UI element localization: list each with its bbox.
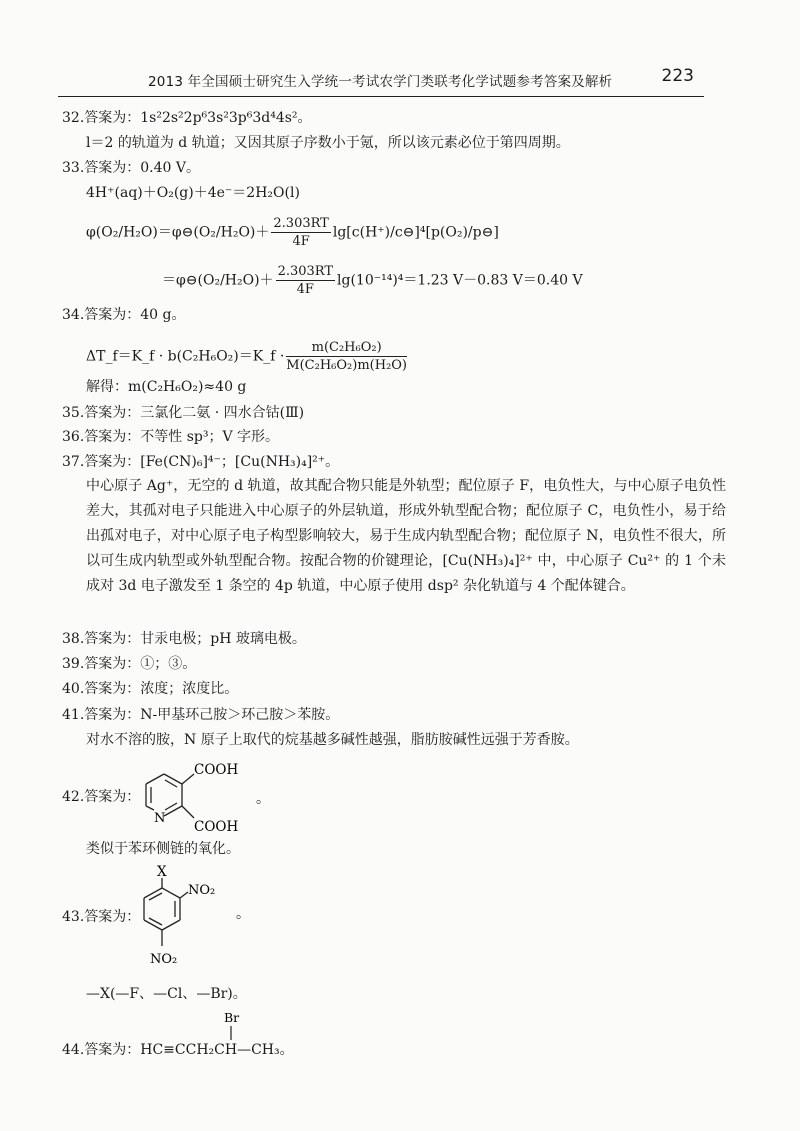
answer-34 <box>62 306 186 324</box>
bromine-label: Br <box>224 1010 240 1025</box>
answer-text: N-甲基环己胺＞环己胺＞苯胺。 <box>140 707 340 723</box>
solve-34: 解得：m(C₂H₆O₂)≈40 g <box>86 379 247 395</box>
answer-text: 不等性 sp³；V 字形。 <box>140 429 280 445</box>
fraction-denominator: 4F <box>292 234 310 249</box>
eq-right: lg(10⁻¹⁴)⁴＝1.23 V－0.83 V＝0.40 V <box>337 272 583 289</box>
answer-prefix: 答案为： <box>84 110 141 126</box>
answer-prefix: 答案为： <box>84 631 141 647</box>
answer-44 <box>62 1041 294 1059</box>
answer-prefix: 答案为： <box>84 681 141 697</box>
answer-prefix: 答案为： <box>84 656 141 672</box>
reaction-equation: 4H⁺(aq)＋O₂(g)＋4e⁻＝2H₂O(l) <box>86 185 300 201</box>
page-number: 223 <box>661 66 694 86</box>
answer-text: 1s²2s²2p⁶3s²3p⁶3d⁴4s²。 <box>140 110 312 126</box>
question-number: 43. <box>62 909 85 925</box>
fraction-numerator: m(C₂H₆O₂) <box>286 340 407 357</box>
explanation-37: 中心原子 Ag⁺，无空的 d 轨道，故其配合物只能是外轨型；配位原子 F，电负性大，与中心原子电负性差大，其孤对电子只能进入中心原子的外层轨道，形成外轨型配合物；配位原子 C，电负性小，易于给出孤对电子，对中心原子电子构型影响较大，易于生成内轨型配合物；配位原子 N，电负性不很大，所以可生成内轨型或外轨型配合物。按配合物的价键理论，[Cu(NH₃)₄]²⁺ 中，中心原子 Cu²⁺ 的 1 个未成对 3d 电子激发至 1 条空的 4p 轨道，中心原子使用 dsp² 杂化轨道与 4 个配体键合。 <box>86 478 726 594</box>
question-number: 32. <box>62 110 85 126</box>
answer-35 <box>62 404 304 422</box>
explanation-32: l＝2 的轨道为 d 轨道；又因其原子序数小于氪，所以该元素必位于第四周期。 <box>86 135 570 151</box>
answer-33 <box>62 159 200 177</box>
question-number: 33. <box>62 160 85 176</box>
answer-prefix: 答案为： <box>84 307 141 323</box>
answer-43 <box>62 908 140 926</box>
answer-prefix: 答案为： <box>84 405 141 421</box>
fraction <box>286 340 407 373</box>
answer-40 <box>62 680 238 698</box>
question-number: 35. <box>62 405 85 421</box>
nernst-equation-1 <box>86 216 499 249</box>
eq-left: φ(O₂/H₂O)＝φ⊖(O₂/H₂O)＋ <box>86 224 270 241</box>
eq-left: ΔT_f＝K_f · b(C₂H₆O₂)＝K_f · <box>86 348 285 365</box>
formula: HC≡CCH₂CH—CH₃。 <box>140 1042 294 1058</box>
fraction-numerator: 2.303RT <box>273 216 329 231</box>
answer-text: 三氯化二氨 · 四水合钴(Ⅲ) <box>140 405 305 421</box>
question-number: 39. <box>62 656 85 672</box>
answer-42 <box>62 788 140 806</box>
fraction-numerator: 2.303RT <box>277 264 334 279</box>
answer-prefix: 答案为： <box>84 909 141 925</box>
ring-nitrogen: N <box>154 811 166 826</box>
benzene-ring <box>144 878 188 946</box>
answer-prefix: 答案为： <box>84 160 141 176</box>
question-number: 42. <box>62 789 85 805</box>
substituent-cooh-bottom: COOH <box>194 819 239 835</box>
answer-text: ①；③。 <box>140 656 197 672</box>
question-number: 37. <box>62 454 85 470</box>
fraction-denominator: M(C₂H₆O₂)m(H₂O) <box>286 358 408 373</box>
fraction <box>276 264 335 297</box>
answer-text: 浓度；浓度比。 <box>140 681 239 697</box>
answer-text: 甘汞电极；pH 玻璃电极。 <box>140 631 306 647</box>
question-number: 38. <box>62 631 85 647</box>
fraction-denominator: 4F <box>296 282 314 297</box>
header-title: 2013 年全国硕士研究生入学统一考试农学门类联考化学试题参考答案及解析 <box>148 74 613 90</box>
answer-text: 40 g。 <box>140 307 186 323</box>
eq-left: ＝φ⊖(O₂/H₂O)＋ <box>162 272 274 289</box>
explanation-41: 对水不溶的胺，N 原子上取代的烷基越多碱性越强，脂肪胺碱性远强于芳香胺。 <box>86 732 579 748</box>
nernst-equation-2 <box>162 264 583 297</box>
substituent-no2-bottom: NO₂ <box>150 952 178 967</box>
freezing-point-equation <box>86 340 409 373</box>
answer-prefix: 答案为： <box>84 789 141 805</box>
answer-prefix: 答案为： <box>84 707 141 723</box>
substituent-no2-side: NO₂ <box>188 883 216 898</box>
answer-text: [Fe(CN)₆]⁴⁻；[Cu(NH₃)₄]²⁺。 <box>140 454 340 470</box>
answer-38 <box>62 630 306 648</box>
explanation-42: 类似于苯环侧链的氧化。 <box>86 841 240 857</box>
answer-32 <box>62 109 312 127</box>
substituent-cooh-top: COOH <box>194 762 239 778</box>
answer-text: 0.40 V。 <box>140 160 200 176</box>
question-number: 40. <box>62 681 85 697</box>
question-number: 41. <box>62 707 85 723</box>
answer-39 <box>62 655 196 673</box>
period: 。 <box>256 791 270 807</box>
answer-prefix: 答案为： <box>84 454 141 470</box>
eq-right: lg[c(H⁺)/c⊖]⁴[p(O₂)/p⊖] <box>332 224 499 241</box>
dinitrohalobenzene-structure <box>130 862 260 976</box>
question-number: 44. <box>62 1042 85 1058</box>
answer-36 <box>62 428 279 446</box>
answer-41 <box>62 706 339 724</box>
note-43: —X(—F、—Cl、—Br)。 <box>86 986 247 1002</box>
answer-37 <box>62 453 339 471</box>
question-number: 34. <box>62 307 85 323</box>
bromine-substituent <box>218 1008 258 1044</box>
substituent-x: X <box>157 864 167 880</box>
running-header <box>58 66 704 97</box>
fraction <box>271 216 330 249</box>
answer-prefix: 答案为： <box>84 1042 141 1058</box>
pyridine-dicarboxylic-acid-structure <box>136 752 270 838</box>
period: 。 <box>236 906 250 922</box>
answer-prefix: 答案为： <box>84 429 141 445</box>
question-number: 36. <box>62 429 85 445</box>
